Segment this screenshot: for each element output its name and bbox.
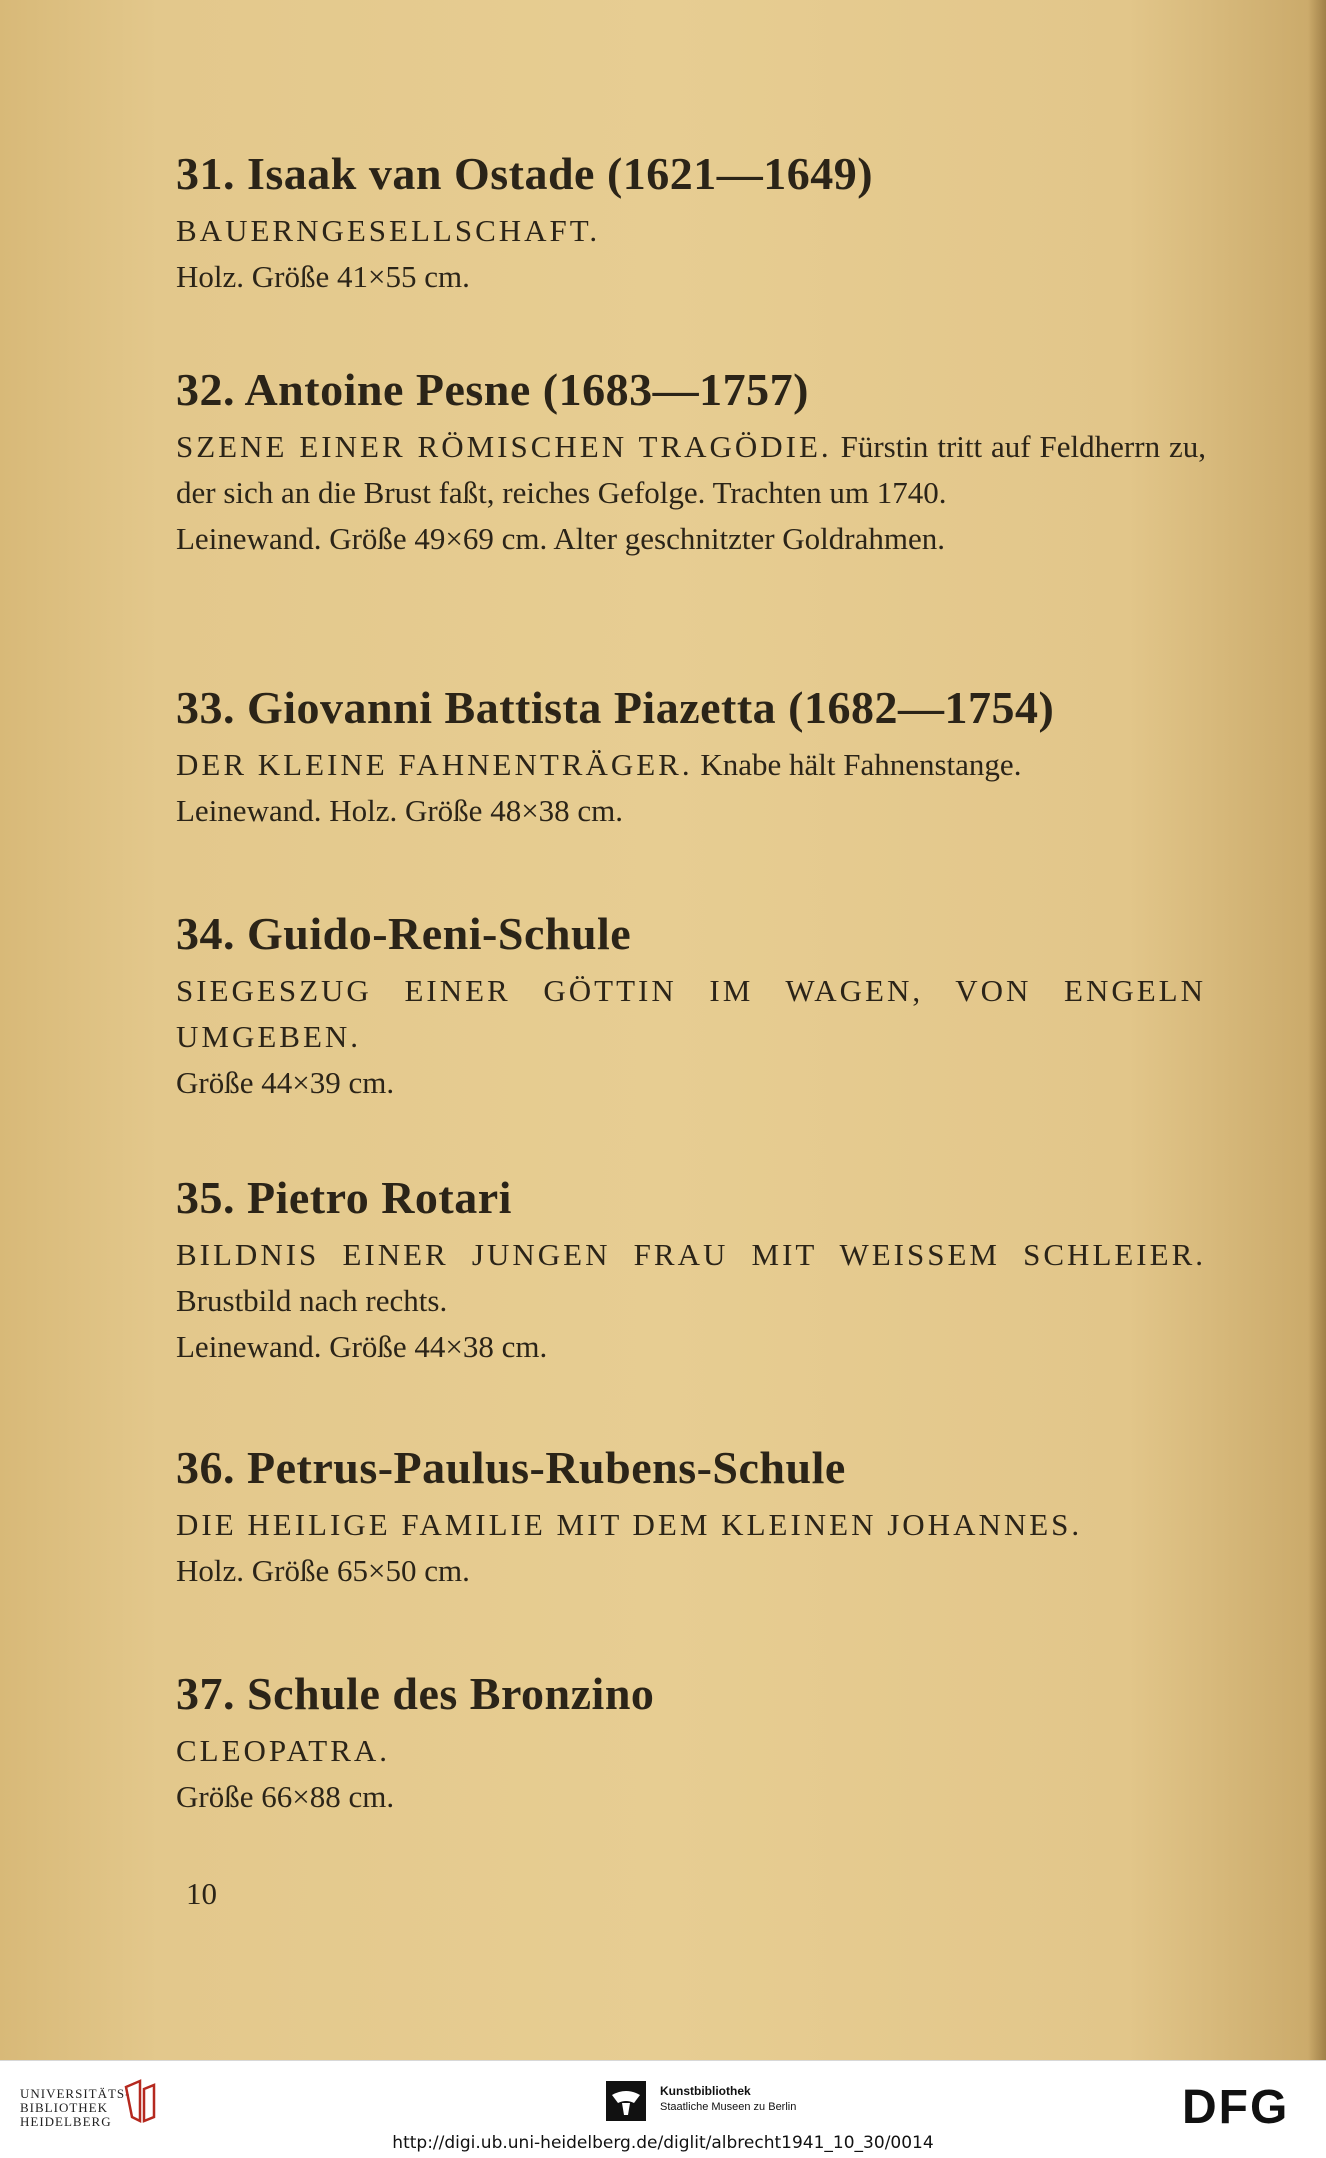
entry-title: 34. Guido-Reni-Schule bbox=[176, 908, 632, 959]
entry-spec: Größe 44×39 cm. bbox=[176, 1065, 395, 1100]
entry-title: 31. Isaak van Ostade (1621—1649) bbox=[176, 148, 874, 199]
entry-description bbox=[176, 742, 1206, 788]
entry-spec: Leinewand. Größe 49×69 cm. Alter geschnitzter Goldrahmen. bbox=[176, 521, 945, 556]
kunstbibliothek-name: Kunstbibliothek bbox=[660, 2084, 751, 2098]
entry-description bbox=[176, 208, 1206, 254]
entry-caption: SIEGESZUG EINER GÖTTIN IM WAGEN, VON ENGELN UMGEBEN. bbox=[176, 973, 1206, 1054]
dfg-logo-text: DFG bbox=[1182, 2081, 1290, 2129]
kunstbibliothek-text bbox=[660, 2083, 880, 2115]
entry-description-text: Fürstin tritt auf Feldherrn zu, der sich an die Brust faßt, reiches Gefolge. Trachten um 1740. bbox=[176, 429, 1206, 510]
eagle-icon bbox=[606, 2081, 646, 2121]
entry-caption: BAUERNGESELLSCHAFT. bbox=[176, 213, 601, 248]
catalog-entry-37 bbox=[176, 1666, 1206, 1820]
catalog-entry-32 bbox=[176, 362, 1206, 562]
entry-description bbox=[176, 1728, 1206, 1774]
university-library-logo[interactable] bbox=[20, 2087, 131, 2129]
entry-title: 32. Antoine Pesne (1683—1757) bbox=[176, 364, 809, 415]
entry-spec: Leinewand. Größe 44×38 cm. bbox=[176, 1329, 548, 1364]
entry-caption: SZENE EINER RÖMISCHEN TRAGÖDIE. bbox=[176, 429, 832, 464]
entry-description bbox=[176, 1502, 1206, 1548]
catalog-entry-33 bbox=[176, 680, 1206, 834]
entry-caption: DIE HEILIGE FAMILIE MIT DEM KLEINEN JOHANNES. bbox=[176, 1507, 1083, 1542]
entry-spec: Holz. Größe 65×50 cm. bbox=[176, 1553, 470, 1588]
entry-description-text: Brustbild nach rechts. bbox=[176, 1283, 448, 1318]
entry-description bbox=[176, 968, 1206, 1060]
entry-description bbox=[176, 1232, 1206, 1324]
library-emblem-icon bbox=[122, 2077, 158, 2125]
page-number: 10 bbox=[186, 1876, 217, 1911]
entry-title: 37. Schule des Bronzino bbox=[176, 1668, 655, 1719]
catalog-entry-36 bbox=[176, 1440, 1206, 1594]
entry-spec: Größe 66×88 cm. bbox=[176, 1779, 395, 1814]
entry-title: 35. Pietro Rotari bbox=[176, 1172, 512, 1223]
entry-spec: Holz. Größe 41×55 cm. bbox=[176, 259, 470, 294]
permalink-url[interactable]: http://digi.ub.uni-heidelberg.de/diglit/albrecht1941_10_30/0014 bbox=[392, 2133, 934, 2153]
digitization-footer bbox=[0, 2060, 1326, 2158]
catalog-entry-31 bbox=[176, 146, 1206, 300]
entry-caption: DER KLEINE FAHNENTRÄGER. bbox=[176, 747, 693, 782]
kunstbibliothek-subtitle: Staatliche Museen zu Berlin bbox=[660, 2101, 797, 2113]
entry-caption: BILDNIS EINER JUNGEN FRAU MIT WEISSEM SCHLEIER. bbox=[176, 1237, 1206, 1272]
dfg-logo[interactable] bbox=[1180, 2079, 1308, 2129]
entry-title: 33. Giovanni Battista Piazetta (1682—1754) bbox=[176, 682, 1055, 733]
entry-caption: CLEOPATRA. bbox=[176, 1733, 391, 1768]
library-logo-line-2: BIBLIOTHEK bbox=[20, 2100, 108, 2115]
library-logo-line-1: UNIVERSITÄTS- bbox=[20, 2086, 131, 2101]
catalog-entry-35 bbox=[176, 1170, 1206, 1370]
entry-description-text: Knabe hält Fahnenstange. bbox=[692, 747, 1022, 782]
library-logo-line-3: HEIDELBERG bbox=[20, 2114, 112, 2129]
catalog-entry-34 bbox=[176, 906, 1206, 1106]
entry-title: 36. Petrus-Paulus-Rubens-Schule bbox=[176, 1442, 846, 1493]
entry-spec: Leinewand. Holz. Größe 48×38 cm. bbox=[176, 793, 624, 828]
entry-description bbox=[176, 424, 1206, 516]
